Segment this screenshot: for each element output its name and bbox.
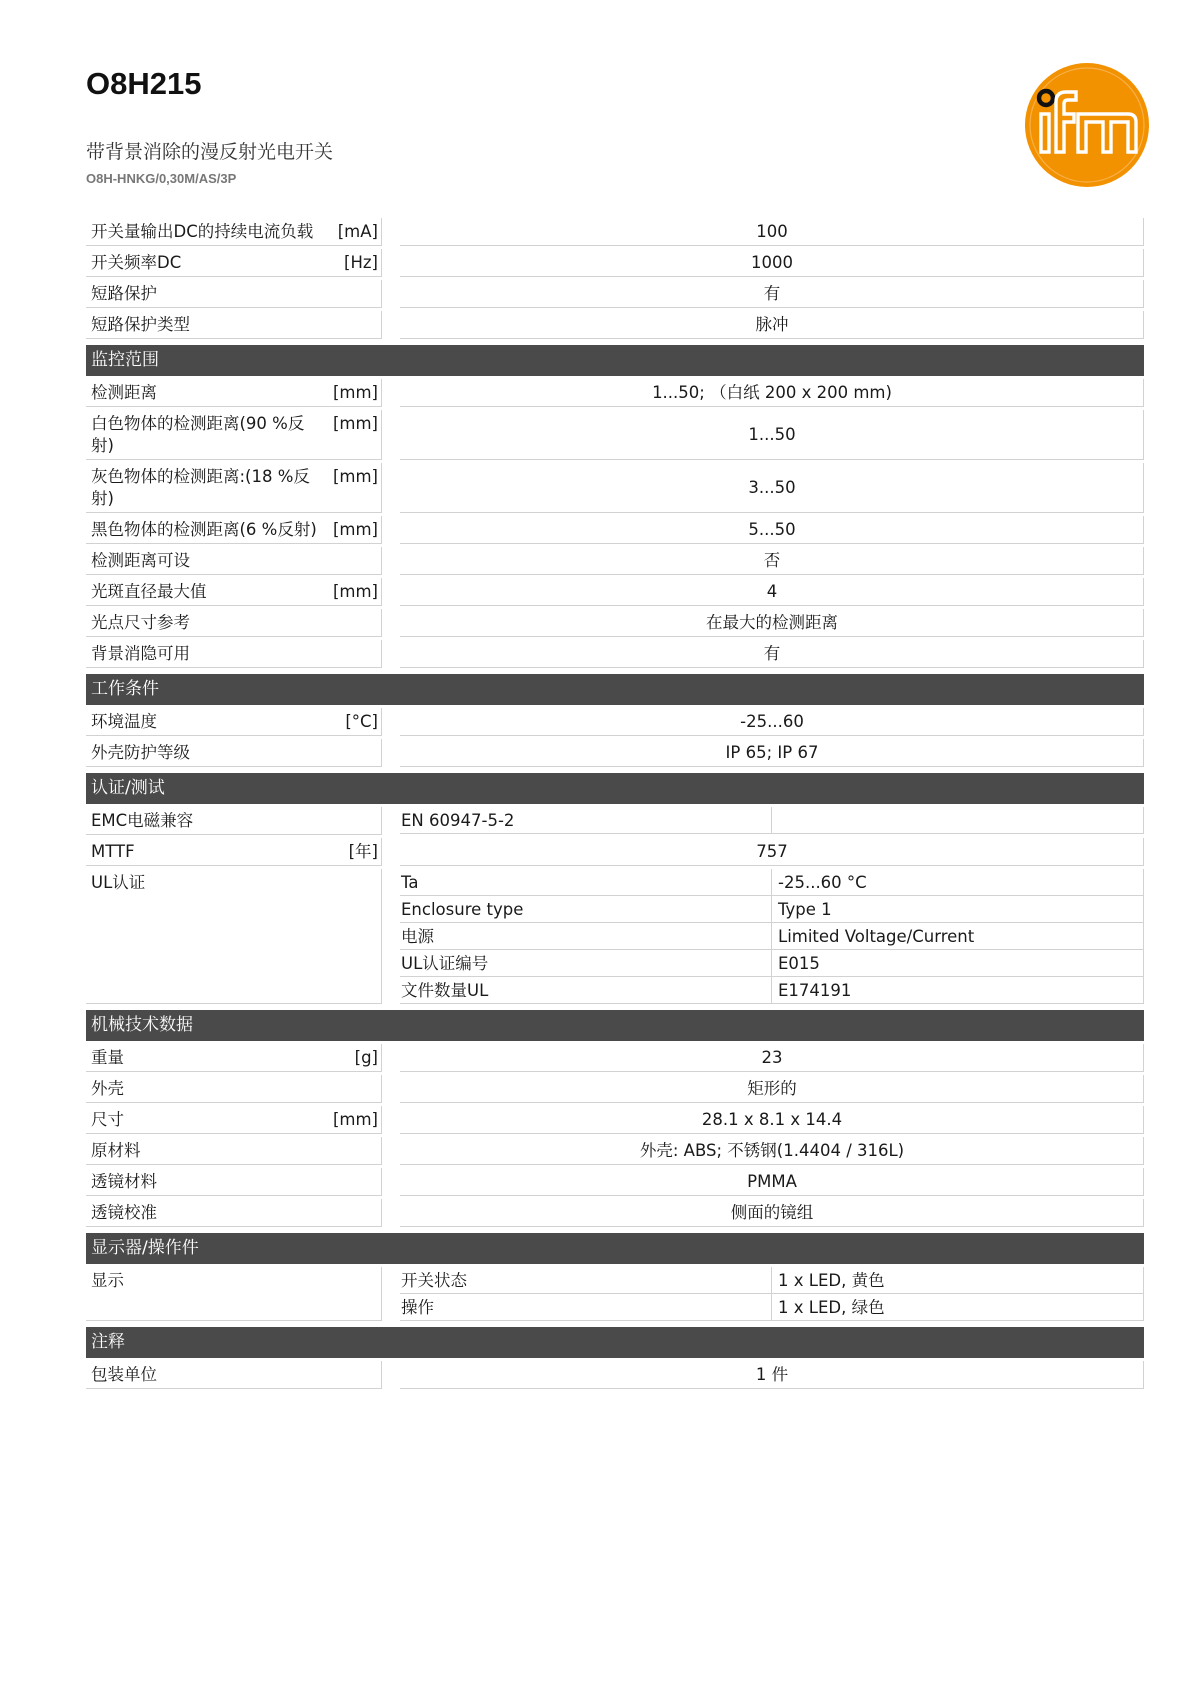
spec-label: 环境温度: [91, 712, 157, 731]
spec-value: 否: [400, 547, 1144, 575]
spec-unit: [mm]: [332, 520, 378, 539]
spec-label: 光斑直径最大值: [91, 582, 207, 601]
spec-label: 短路保护: [91, 284, 157, 303]
cell-gap: [382, 379, 400, 407]
spec-row: [86, 640, 1144, 668]
cell-gap: [382, 807, 400, 835]
spec-label-cell: [86, 249, 382, 277]
spec-row: [86, 609, 1144, 637]
spec-row: [86, 1168, 1144, 1196]
spec-label-cell: [86, 218, 382, 246]
spec-value: 5...50: [400, 516, 1144, 544]
spec-row: [86, 379, 1144, 407]
spec-row: [86, 280, 1144, 308]
spec-label: 包装单位: [91, 1365, 157, 1384]
cell-gap: [382, 280, 400, 308]
spec-row: [86, 869, 1144, 1004]
spec-label-cell: [86, 838, 382, 866]
spec-label: EMC电磁兼容: [91, 811, 194, 830]
spec-subvalue: Type 1: [772, 896, 1144, 923]
spec-row: [86, 410, 1144, 460]
article-code: O8H-HNKG/0,30M/AS/3P: [86, 171, 237, 186]
spec-label-cell: [86, 1106, 382, 1134]
spec-label: 外壳: [91, 1079, 124, 1098]
cell-gap: [382, 609, 400, 637]
spec-label-cell: [86, 1168, 382, 1196]
spec-row: [86, 249, 1144, 277]
spec-label-cell: [86, 311, 382, 339]
spec-row: [86, 1361, 1144, 1389]
spec-unit: [Hz]: [344, 253, 378, 272]
spec-unit: [g]: [354, 1048, 378, 1067]
spec-value: 脉冲: [400, 311, 1144, 339]
spec-label: 背景消隐可用: [91, 644, 190, 663]
spec-label: 短路保护类型: [91, 315, 190, 334]
spec-value: 23: [400, 1044, 1144, 1072]
spec-label-cell: [86, 708, 382, 736]
spec-value: 1 件: [400, 1361, 1144, 1389]
spec-unit: [mm]: [332, 1110, 378, 1129]
spec-value: 757: [400, 838, 1144, 866]
spec-row: [86, 1106, 1144, 1134]
cell-gap: [382, 869, 400, 1004]
spec-subkey: 文件数量UL: [400, 977, 772, 1004]
spec-label: 透镜材料: [91, 1172, 157, 1191]
spec-value: PMMA: [400, 1168, 1144, 1196]
spec-row: [86, 463, 1144, 513]
spec-label-cell: [86, 463, 382, 513]
section-header: 认证/测试: [86, 773, 1144, 804]
spec-label: UL认证: [91, 873, 146, 892]
spec-unit: [mm]: [332, 383, 378, 402]
spec-subrow: [400, 950, 1144, 977]
cell-gap: [382, 1168, 400, 1196]
spec-value: 外壳: ABS; 不锈钢(1.4404 / 316L): [400, 1137, 1144, 1165]
spec-row: [86, 1267, 1144, 1321]
section-header: 工作条件: [86, 674, 1144, 705]
spec-row: [86, 516, 1144, 544]
cell-gap: [382, 1044, 400, 1072]
spec-row: [86, 1044, 1144, 1072]
spec-subrow: [400, 896, 1144, 923]
cell-gap: [382, 516, 400, 544]
spec-value: 1...50; （白纸 200 x 200 mm): [400, 379, 1144, 407]
ifm-logo: [1024, 62, 1150, 188]
cell-gap: [382, 578, 400, 606]
spec-label-cell: [86, 578, 382, 606]
spec-row: [86, 708, 1144, 736]
spec-row: [86, 1137, 1144, 1165]
spec-value: 28.1 x 8.1 x 14.4: [400, 1106, 1144, 1134]
spec-subvalue: 1 x LED, 黄色: [772, 1267, 1144, 1294]
spec-row: [86, 807, 1144, 835]
spec-value: 在最大的检测距离: [400, 609, 1144, 637]
spec-unit: [年]: [348, 842, 378, 861]
spec-subvalue: Limited Voltage/Current: [772, 923, 1144, 950]
spec-label: 尺寸: [91, 1110, 124, 1129]
spec-unit: [mm]: [332, 582, 378, 601]
cell-gap: [382, 640, 400, 668]
spec-unit: [mA]: [337, 222, 378, 241]
spec-row: [86, 838, 1144, 866]
cell-gap: [382, 1199, 400, 1227]
spec-subkey: 操作: [400, 1294, 772, 1321]
spec-subkey: EN 60947-5-2: [400, 807, 772, 834]
spec-subkey: Enclosure type: [400, 896, 772, 923]
spec-subrow: [400, 807, 1144, 834]
spec-label-cell: [86, 1199, 382, 1227]
spec-subrow: [400, 1294, 1144, 1321]
spec-value: 100: [400, 218, 1144, 246]
spec-label: 透镜校准: [91, 1203, 157, 1222]
spec-label-cell: [86, 547, 382, 575]
cell-gap: [382, 547, 400, 575]
spec-value: 1...50: [400, 410, 1144, 460]
spec-row: [86, 739, 1144, 767]
cell-gap: [382, 1267, 400, 1321]
spec-subrow: [400, 923, 1144, 950]
spec-label: 外壳防护等级: [91, 743, 190, 762]
spec-label: 灰色物体的检测距离:(18 %反射): [91, 467, 310, 508]
spec-label-cell: [86, 1267, 382, 1321]
spec-row: [86, 1199, 1144, 1227]
cell-gap: [382, 1361, 400, 1389]
spec-label: 光点尺寸参考: [91, 613, 190, 632]
spec-label-cell: [86, 280, 382, 308]
spec-value: 侧面的镜组: [400, 1199, 1144, 1227]
spec-value: 4: [400, 578, 1144, 606]
spec-value: -25...60: [400, 708, 1144, 736]
cell-gap: [382, 838, 400, 866]
spec-label-cell: [86, 739, 382, 767]
spec-subvalue: -25...60 °C: [772, 869, 1144, 896]
spec-value: IP 65; IP 67: [400, 739, 1144, 767]
spec-label: 重量: [91, 1048, 124, 1067]
spec-label-cell: [86, 807, 382, 835]
spec-subtable: [400, 1267, 1144, 1321]
spec-subkey: 开关状态: [400, 1267, 772, 1294]
spec-unit: [°C]: [345, 712, 378, 731]
spec-label-cell: [86, 379, 382, 407]
spec-unit: [mm]: [332, 414, 378, 433]
spec-value: 1000: [400, 249, 1144, 277]
spec-table: [86, 218, 1144, 1389]
spec-subrow: [400, 1267, 1144, 1294]
spec-value: 矩形的: [400, 1075, 1144, 1103]
cell-gap: [382, 463, 400, 513]
spec-subtable: [400, 869, 1144, 1004]
spec-label-cell: [86, 1137, 382, 1165]
spec-subrow: [400, 869, 1144, 896]
spec-label-cell: [86, 410, 382, 460]
spec-unit: [mm]: [332, 467, 378, 486]
spec-row: [86, 311, 1144, 339]
cell-gap: [382, 708, 400, 736]
spec-label-cell: [86, 516, 382, 544]
product-subtitle: 带背景消除的漫反射光电开关: [86, 141, 334, 163]
spec-value: 3...50: [400, 463, 1144, 513]
spec-value: 有: [400, 640, 1144, 668]
spec-label: 检测距离可设: [91, 551, 190, 570]
spec-label-cell: [86, 640, 382, 668]
spec-subkey: Ta: [400, 869, 772, 896]
spec-label: 开关频率DC: [91, 253, 182, 272]
section-header: 监控范围: [86, 345, 1144, 376]
spec-label: 原材料: [91, 1141, 141, 1160]
spec-row: [86, 547, 1144, 575]
spec-subvalue: E015: [772, 950, 1144, 977]
spec-label-cell: [86, 1044, 382, 1072]
spec-label: 黑色物体的检测距离(6 %反射): [91, 520, 317, 539]
cell-gap: [382, 1137, 400, 1165]
spec-subvalue: 1 x LED, 绿色: [772, 1294, 1144, 1321]
cell-gap: [382, 410, 400, 460]
cell-gap: [382, 311, 400, 339]
spec-label: 检测距离: [91, 383, 157, 402]
cell-gap: [382, 1106, 400, 1134]
spec-row: [86, 578, 1144, 606]
spec-row: [86, 218, 1144, 246]
spec-label: 显示: [91, 1271, 124, 1290]
product-title: O8H215: [86, 66, 202, 101]
cell-gap: [382, 739, 400, 767]
spec-subkey: 电源: [400, 923, 772, 950]
spec-label-cell: [86, 1361, 382, 1389]
spec-row: [86, 1075, 1144, 1103]
section-header: 机械技术数据: [86, 1010, 1144, 1041]
cell-gap: [382, 1075, 400, 1103]
spec-label-cell: [86, 609, 382, 637]
spec-subvalue: [772, 807, 1144, 834]
section-header: 注释: [86, 1327, 1144, 1358]
spec-label: MTTF: [91, 842, 135, 861]
cell-gap: [382, 249, 400, 277]
spec-subkey: UL认证编号: [400, 950, 772, 977]
spec-label-cell: [86, 1075, 382, 1103]
spec-value: 有: [400, 280, 1144, 308]
spec-label-cell: [86, 869, 382, 1004]
section-header: 显示器/操作件: [86, 1233, 1144, 1264]
spec-label: 开关量输出DC的持续电流负载: [91, 222, 314, 241]
cell-gap: [382, 218, 400, 246]
spec-subvalue: E174191: [772, 977, 1144, 1004]
spec-label: 白色物体的检测距离(90 %反射): [91, 414, 305, 455]
spec-subrow: [400, 977, 1144, 1004]
spec-subtable: [400, 807, 1144, 835]
